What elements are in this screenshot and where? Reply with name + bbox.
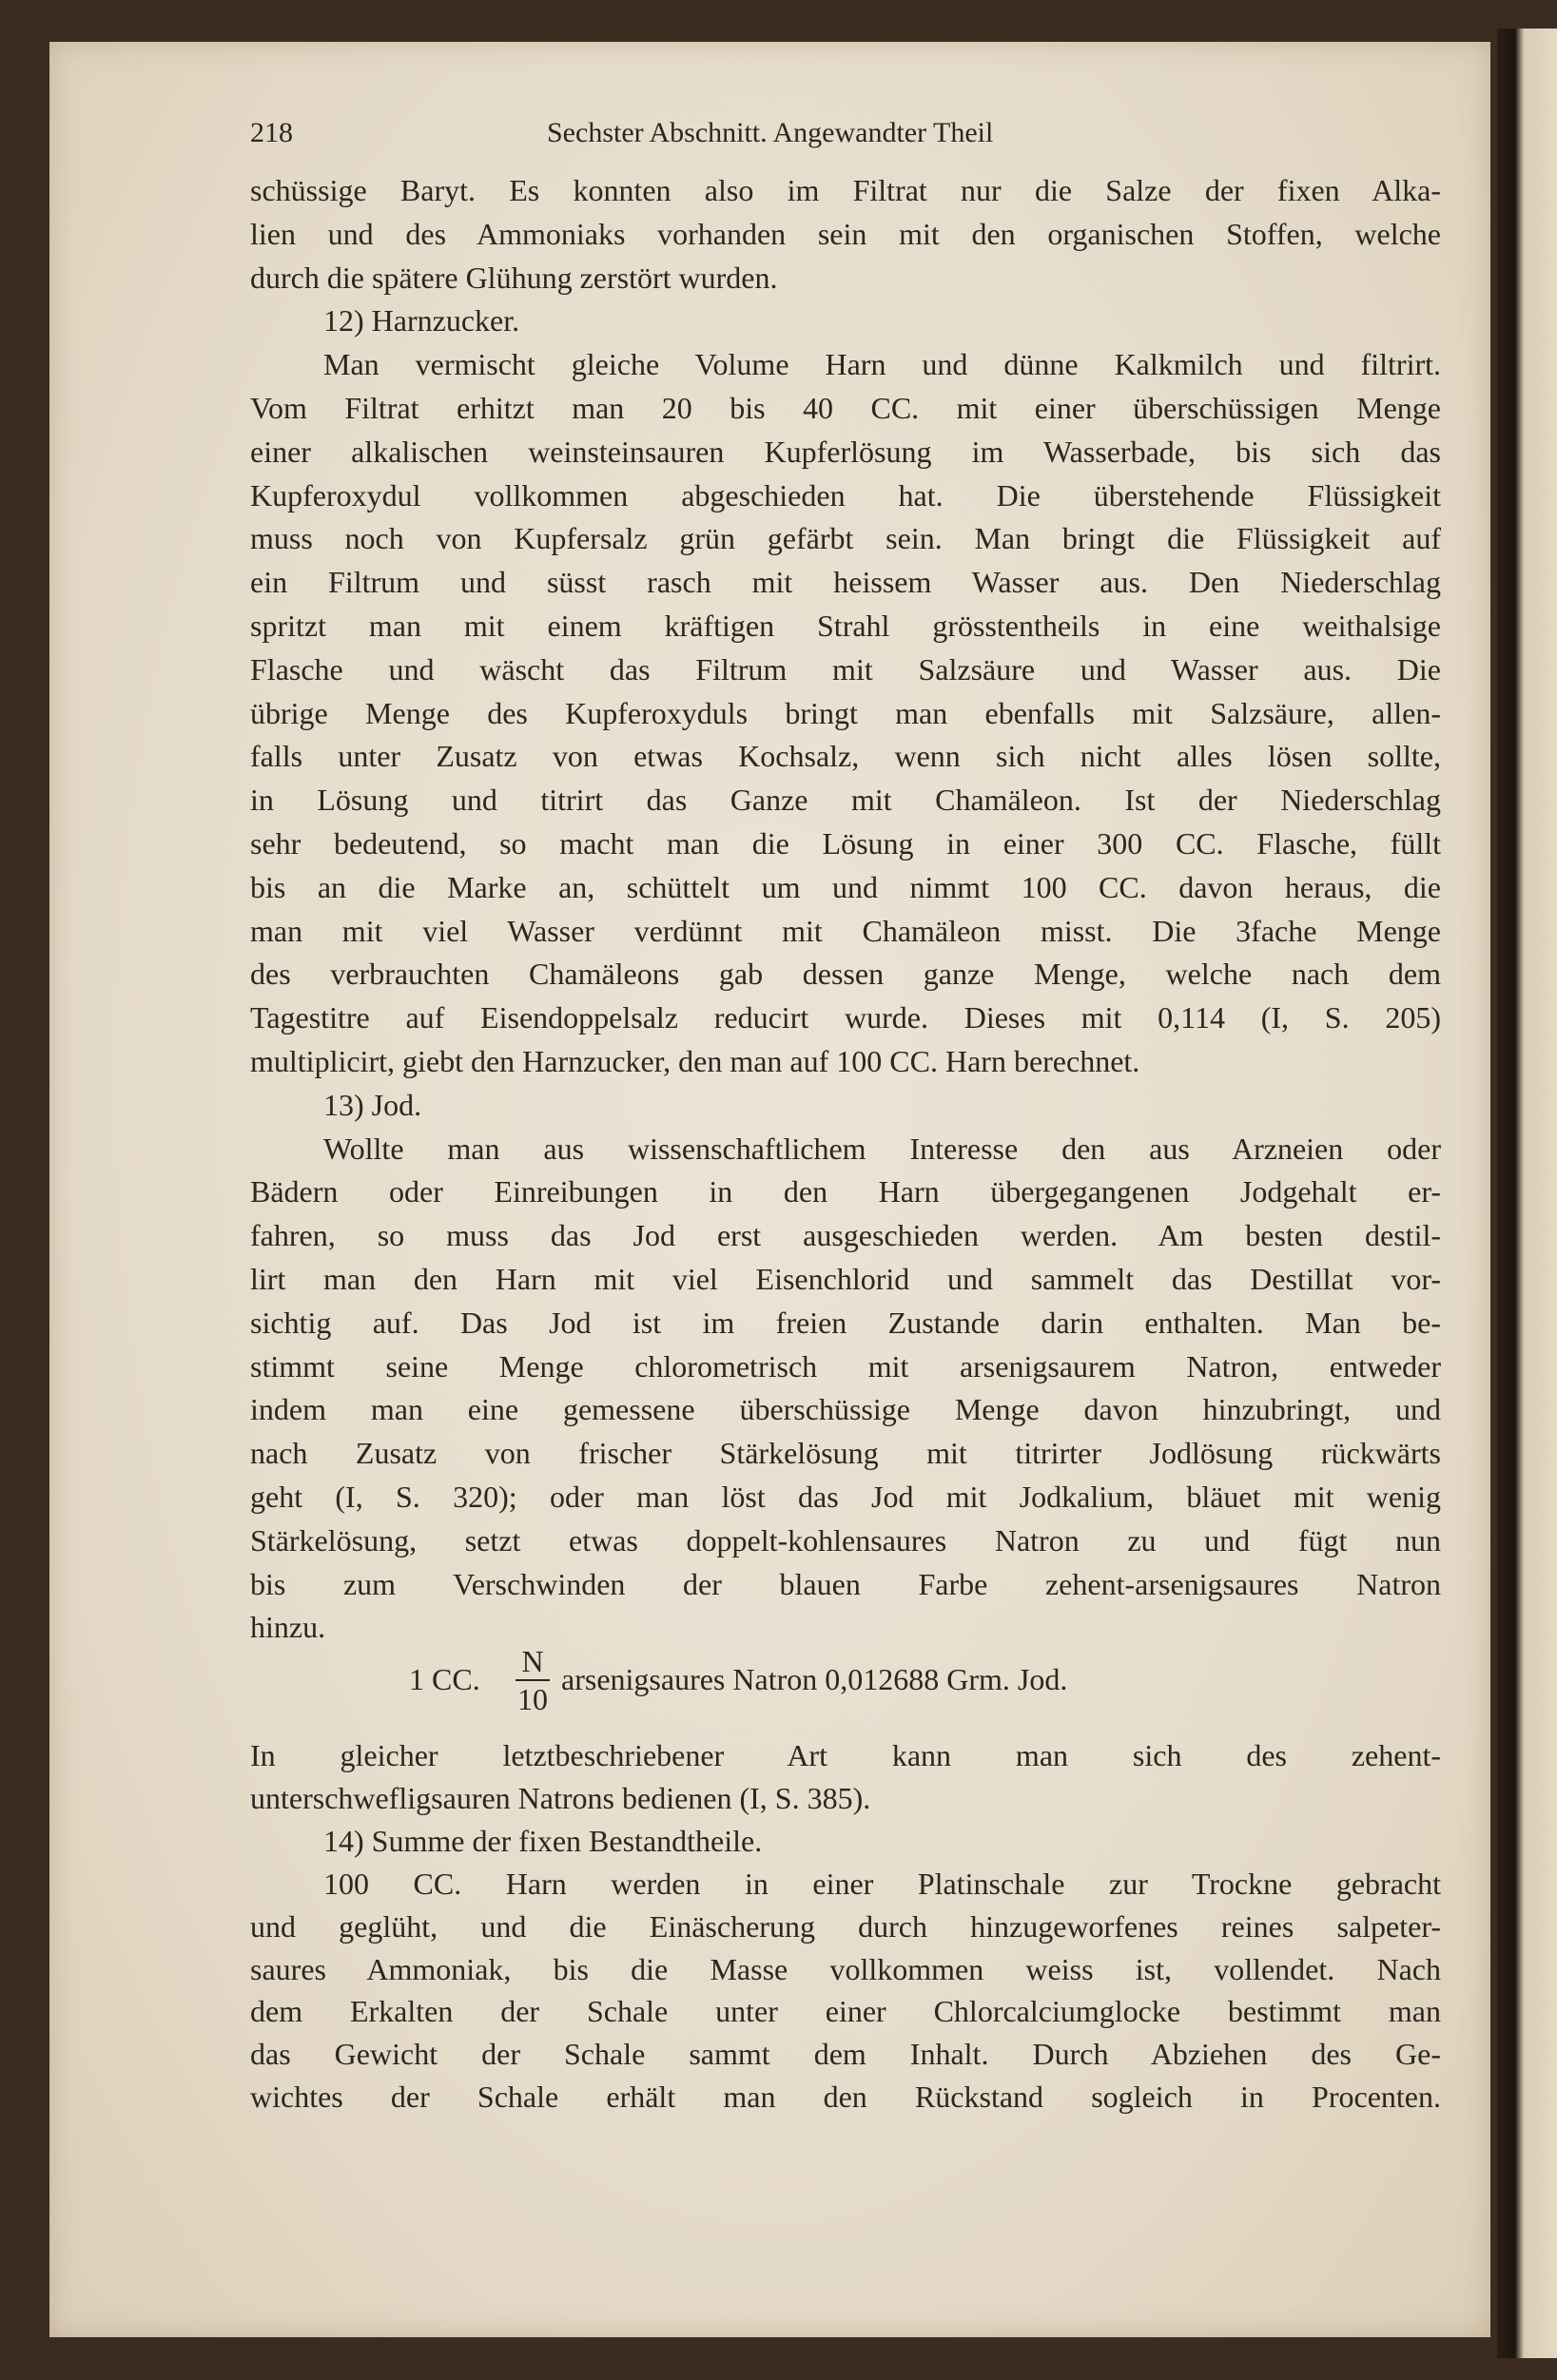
text-line: Man vermischt gleiche Volume Harn und dünne Kalkmilch und filtrirt. — [323, 347, 1441, 382]
text-line: Wollte man aus wissenschaftlichem Interesse den aus Arzneien oder — [323, 1131, 1441, 1166]
text-line: in Lösung und titrirt das Ganze mit Chamäleon. Ist der Niederschlag — [250, 783, 1441, 818]
formula — [409, 1645, 1360, 1731]
text-line: wichtes der Schale erhält man den Rückstand sogleich in Procenten. — [250, 2080, 1441, 2115]
text-line: spritzt man mit einem kräftigen Strahl grösstentheils in eine weithalsige — [250, 609, 1441, 643]
fraction-denominator: 10 — [517, 1682, 548, 1716]
text-line: und geglüht, und die Einäscherung durch hinzugeworfenes reines salpeter- — [250, 1908, 1441, 1944]
text-line: saures Ammoniak, bis die Masse vollkommen weiss ist, vollendet. Nach — [250, 1951, 1441, 1986]
fraction-numerator: N — [521, 1644, 544, 1678]
text-line: 14) Summe der fixen Bestandtheile. — [323, 1823, 763, 1858]
text-line: multiplicirt, giebt den Harnzucker, den man auf 100 CC. Harn berechnet. — [250, 1044, 1140, 1078]
text-line: einer alkalischen weinsteinsauren Kupferlösung im Wasserbade, bis sich das — [250, 434, 1441, 469]
text-line: hinzu. — [250, 1610, 326, 1645]
text-line: Bädern oder Einreibungen in den Harn übergegangenen Jodgehalt er- — [250, 1174, 1441, 1209]
next-page-edge — [1497, 29, 1557, 2358]
text-line: schüssige Baryt. Es konnten also im Filtrat nur die Salze der fixen Alka- — [250, 173, 1441, 207]
text-line: unterschwefligsauren Natrons bedienen (I, S. 385). — [250, 1780, 871, 1815]
text-line: indem man eine gemessene überschüssige Menge davon hinzubringt, und — [250, 1392, 1441, 1427]
text-line: fahren, so muss das Jod erst ausgeschieden werden. Am besten destil- — [250, 1218, 1441, 1253]
running-header — [250, 114, 1201, 152]
running-title: Sechster Abschnitt. Angewandter Theil — [547, 117, 994, 148]
text-line: des verbrauchten Chamäleons gab dessen ganze Menge, welche nach dem — [250, 957, 1441, 992]
text-line: Flasche und wäscht das Filtrum mit Salzsäure und Wasser aus. Die — [250, 651, 1441, 687]
formula-prefix: 1 CC. — [409, 1662, 480, 1696]
text-line: 12) Harnzucker. — [323, 303, 520, 339]
text-line: geht (I, S. 320); oder man löst das Jod mit Jodkalium, bläuet mit wenig — [250, 1480, 1441, 1514]
text-line: man mit viel Wasser verdünnt mit Chamäleon misst. Die 3fache Menge — [250, 913, 1441, 948]
formula-rest: arsenigsaures Natron 0,012688 Grm. Jod. — [561, 1662, 1068, 1696]
fraction — [516, 1645, 550, 1715]
text-line: In gleicher letztbeschriebener Art kann man sich des zehent- — [250, 1738, 1441, 1772]
text-line: lien und des Ammoniaks vorhanden sein mit den organischen Stoffen, welche — [250, 216, 1441, 251]
text-line: bis zum Verschwinden der blauen Farbe zehent-arsenigsaures Natron — [250, 1566, 1441, 1601]
text-line: nach Zusatz von frischer Stärkelösung mit titrirter Jodlösung rückwärts — [250, 1436, 1441, 1471]
text-line: bis an die Marke an, schüttelt um und nimmt 100 CC. davon heraus, die — [250, 869, 1441, 904]
text-line: stimmt seine Menge chlorometrisch mit arsenigsaurem Natron, entweder — [250, 1348, 1441, 1383]
fraction-bar — [516, 1679, 550, 1681]
text-line: lirt man den Harn mit viel Eisenchlorid und sammelt das Destillat vor- — [250, 1262, 1441, 1296]
text-line: übrige Menge des Kupferoxyduls bringt man ebenfalls mit Salzsäure, allen- — [250, 695, 1441, 730]
text-line: falls unter Zusatz von etwas Kochsalz, wenn sich nicht alles lösen sollte, — [250, 739, 1441, 774]
text-line: sichtig auf. Das Jod ist im freien Zustande darin enthalten. Man be- — [250, 1305, 1441, 1340]
text-line: ein Filtrum und süsst rasch mit heissem Wasser aus. Den Niederschlag — [250, 565, 1441, 600]
text-line: das Gewicht der Schale sammt dem Inhalt. Durch Abziehen des Ge- — [250, 2037, 1441, 2072]
text-line: Tagestitre auf Eisendoppelsalz reducirt wurde. Dieses mit 0,114 (I, S. 205) — [250, 1000, 1441, 1035]
text-line: muss noch von Kupfersalz grün gefärbt sein. Man bringt die Flüssigkeit auf — [250, 521, 1441, 556]
text-line: durch die spätere Glühung zerstört wurden. — [250, 260, 778, 295]
text-line: 100 CC. Harn werden in einer Platinschale zur Trockne gebracht — [323, 1866, 1441, 1901]
page-number: 218 — [250, 117, 293, 148]
text-line: Kupferoxydul vollkommen abgeschieden hat. Die überstehende Flüssigkeit — [250, 477, 1441, 513]
text-line: Stärkelösung, setzt etwas doppelt-kohlensaures Natron zu und fügt nun — [250, 1522, 1441, 1558]
text-line: dem Erkalten der Schale unter einer Chlorcalciumglocke bestimmt man — [250, 1994, 1441, 2029]
text-line: 13) Jod. — [323, 1087, 422, 1122]
text-line: sehr bedeutend, so macht man die Lösung in einer 300 CC. Flasche, füllt — [250, 826, 1441, 861]
text-line: Vom Filtrat erhitzt man 20 bis 40 CC. mit einer überschüssigen Menge — [250, 391, 1441, 425]
